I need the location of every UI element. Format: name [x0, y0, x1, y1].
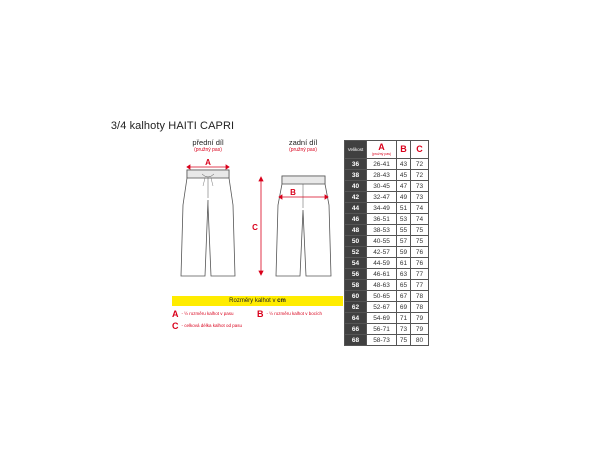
- back-view-title: zadní díl: [288, 138, 318, 147]
- size-column-header: Velikost: [345, 141, 367, 159]
- size-table-header: [345, 141, 429, 159]
- b-cell: 61: [397, 258, 411, 269]
- size-cell: 60: [345, 291, 367, 302]
- size-cell: 68: [345, 335, 367, 346]
- page-title: 3/4 kalhoty HAITI CAPRI: [110, 120, 235, 132]
- size-cell: 36: [345, 159, 367, 170]
- table-row: [345, 335, 429, 346]
- legend-item-b: [257, 309, 322, 319]
- units-bar-text: Rozměry kalhot v: [229, 298, 278, 304]
- size-cell: 62: [345, 302, 367, 313]
- legend-letter-b: B: [257, 309, 264, 319]
- c-cell: 73: [411, 181, 429, 192]
- b-cell: 51: [397, 203, 411, 214]
- table-row: [345, 236, 429, 247]
- c-cell: 74: [411, 203, 429, 214]
- b-cell: 57: [397, 236, 411, 247]
- c-cell: 77: [411, 269, 429, 280]
- table-row: [345, 313, 429, 324]
- b-cell: 75: [397, 335, 411, 346]
- table-row: [345, 302, 429, 313]
- c-cell: 76: [411, 247, 429, 258]
- b-cell: 65: [397, 280, 411, 291]
- size-cell: 66: [345, 324, 367, 335]
- b-cell: 69: [397, 302, 411, 313]
- b-cell: 43: [397, 159, 411, 170]
- column-c-header: C: [411, 141, 429, 159]
- a-cell: 34-49: [367, 203, 397, 214]
- legend-letter-c: C: [172, 321, 179, 331]
- front-dimension-a-label: A: [205, 158, 211, 167]
- b-cell: 73: [397, 324, 411, 335]
- length-dimension-c: [259, 177, 263, 275]
- c-cell: 77: [411, 280, 429, 291]
- size-cell: 42: [345, 192, 367, 203]
- front-pants-drawing: [181, 170, 235, 276]
- table-row: [345, 291, 429, 302]
- units-bar-unit: cm: [277, 298, 286, 304]
- table-row: [345, 203, 429, 214]
- a-cell: 30-45: [367, 181, 397, 192]
- front-view-subtitle: (pružný pas): [194, 147, 222, 153]
- column-a-letter: A: [378, 142, 385, 152]
- table-row: [345, 159, 429, 170]
- a-cell: 42-57: [367, 247, 397, 258]
- b-cell: 45: [397, 170, 411, 181]
- size-cell: 52: [345, 247, 367, 258]
- a-cell: 26-41: [367, 159, 397, 170]
- back-view-subtitle: (pružný pas): [289, 147, 317, 153]
- size-cell: 64: [345, 313, 367, 324]
- b-cell: 71: [397, 313, 411, 324]
- c-cell: 79: [411, 313, 429, 324]
- b-cell: 63: [397, 269, 411, 280]
- legend-text-a: - ½ rozměru kalhot v pasu: [181, 311, 234, 316]
- size-cell: 50: [345, 236, 367, 247]
- size-table: [344, 140, 429, 346]
- a-cell: 28-43: [367, 170, 397, 181]
- a-cell: 36-51: [367, 214, 397, 225]
- table-row: [345, 170, 429, 181]
- table-row: [345, 192, 429, 203]
- table-row: [345, 324, 429, 335]
- legend-item-a: [172, 309, 234, 319]
- c-cell: 75: [411, 225, 429, 236]
- legend-text-b: - ½ rozměru kalhot v bocích: [266, 311, 323, 316]
- c-cell: 80: [411, 335, 429, 346]
- a-cell: 44-59: [367, 258, 397, 269]
- column-b-header: B: [397, 141, 411, 159]
- a-cell: 40-55: [367, 236, 397, 247]
- a-cell: 46-61: [367, 269, 397, 280]
- size-cell: 46: [345, 214, 367, 225]
- size-cell: 58: [345, 280, 367, 291]
- a-cell: 56-71: [367, 324, 397, 335]
- a-cell: 54-69: [367, 313, 397, 324]
- b-cell: 53: [397, 214, 411, 225]
- size-cell: 54: [345, 258, 367, 269]
- legend-text-c: - celková délka kalhot od pasu: [181, 323, 243, 328]
- table-row: [345, 269, 429, 280]
- c-cell: 74: [411, 214, 429, 225]
- size-cell: 48: [345, 225, 367, 236]
- legend-letter-a: A: [172, 309, 179, 319]
- units-bar: [172, 296, 343, 306]
- b-cell: 49: [397, 192, 411, 203]
- legend-item-c: [172, 321, 242, 331]
- a-cell: 52-67: [367, 302, 397, 313]
- table-row: [345, 247, 429, 258]
- size-cell: 38: [345, 170, 367, 181]
- size-cell: 44: [345, 203, 367, 214]
- a-cell: 58-73: [367, 335, 397, 346]
- back-dimension-b-label: B: [290, 188, 296, 197]
- table-row: [345, 258, 429, 269]
- c-cell: 72: [411, 159, 429, 170]
- a-cell: 38-53: [367, 225, 397, 236]
- table-row: [345, 181, 429, 192]
- front-view-title: přední díl: [192, 138, 224, 147]
- c-cell: 72: [411, 170, 429, 181]
- a-cell: 32-47: [367, 192, 397, 203]
- b-cell: 59: [397, 247, 411, 258]
- column-a-subtitle: (pružný pas): [371, 152, 392, 156]
- c-cell: 78: [411, 302, 429, 313]
- size-cell: 40: [345, 181, 367, 192]
- c-cell: 73: [411, 192, 429, 203]
- column-a-header: [367, 141, 397, 159]
- c-cell: 75: [411, 236, 429, 247]
- size-cell: 56: [345, 269, 367, 280]
- table-row: [345, 225, 429, 236]
- b-cell: 67: [397, 291, 411, 302]
- c-cell: 78: [411, 291, 429, 302]
- a-cell: 50-65: [367, 291, 397, 302]
- b-cell: 47: [397, 181, 411, 192]
- back-pants-drawing: [276, 176, 331, 276]
- table-row: [345, 214, 429, 225]
- length-dimension-c-label: C: [252, 223, 258, 232]
- a-cell: 48-63: [367, 280, 397, 291]
- c-cell: 76: [411, 258, 429, 269]
- c-cell: 79: [411, 324, 429, 335]
- b-cell: 55: [397, 225, 411, 236]
- table-row: [345, 280, 429, 291]
